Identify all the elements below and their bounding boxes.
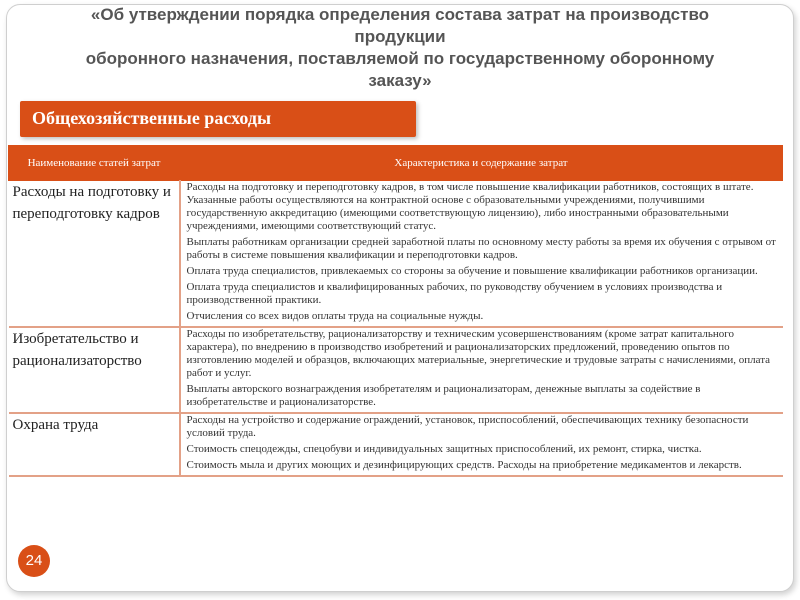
title-line-3: оборонного назначения, поставляемой по государственному оборонному xyxy=(85,49,715,68)
table-row xyxy=(9,413,783,476)
row-description xyxy=(180,327,783,413)
description-paragraph: Выплаты работникам организации средней заработной платы по основному месту работы за время их обучения с отрывом от работы в системе повышения квалификации и переподготовки кадров. xyxy=(186,236,776,261)
cost-table xyxy=(8,145,783,477)
description-paragraph: Выплаты авторского вознаграждения изобретателям и рационализаторам, денежные выплаты за содействие в изобретательстве и рационализаторстве. xyxy=(186,383,701,408)
section-label: Общехозяйственные расходы xyxy=(32,108,272,128)
title-line-2: продукции xyxy=(354,27,446,46)
title-line-1: «Об утверждении порядка определения состава затрат на производство xyxy=(90,5,710,24)
description-paragraph: Расходы на подготовку и переподготовку кадров, в том числе повышение квалификации работников, состоящих в штате. Указанные работы осуществляются на контрактной основе с образовательными учреждениями, получившими государственную аккредитацию (имеющими соответствующую лицензию), либо иностранными образовательными учреждениями, имеющими соответствующий статус. xyxy=(186,181,754,232)
page-title xyxy=(30,4,770,92)
row-description xyxy=(180,413,783,476)
header-desc: Характеристика и содержание затрат xyxy=(180,146,783,181)
slide-number-badge: 24 xyxy=(18,545,50,577)
table-row xyxy=(9,181,783,328)
title-line-4: заказу» xyxy=(368,71,432,90)
section-banner xyxy=(20,101,416,137)
row-description xyxy=(180,181,783,328)
description-paragraph: Оплата труда специалистов и квалифицированных рабочих, по руководству обучением в условиях производства и производственной практики. xyxy=(186,281,723,306)
row-name: Изобретательство и рационализаторство xyxy=(9,327,180,413)
description-paragraph: Отчисления со всех видов оплаты труда на социальные нужды. xyxy=(186,310,484,322)
description-paragraph: Стоимость спецодежды, спецобуви и индивидуальных защитных приспособлений, их ремонт, стирка, чистка. xyxy=(186,443,702,455)
description-paragraph: Стоимость мыла и других моющих и дезинфицирующих средств. Расходы на приобретение медикаментов и лекарств. xyxy=(186,459,742,471)
description-paragraph: Расходы на устройство и содержание ограждений, установок, приспособлений, обеспечивающих технику безопасности условий труда. xyxy=(186,414,749,439)
row-name: Расходы на подготовку и переподготовку кадров xyxy=(9,181,180,328)
description-paragraph: Расходы по изобретательству, рационализаторству и техническим усовершенствованиям (кроме затрат капитального характера), по внедрению в производство изобретений и рационализаторских предложений, проведению опытов по изготовлению моделей и образцов, включающих материальные, энергетические и трудовые затраты с начислениями, оплата работ и услуг. xyxy=(186,328,771,379)
header-name: Наименование статей затрат xyxy=(9,146,180,181)
description-paragraph: Оплата труда специалистов, привлекаемых со стороны за обучение и повышение квалификации работников организации. xyxy=(186,265,758,277)
table-header-row xyxy=(9,146,783,181)
table-row xyxy=(9,327,783,413)
row-name: Охрана труда xyxy=(9,413,180,476)
